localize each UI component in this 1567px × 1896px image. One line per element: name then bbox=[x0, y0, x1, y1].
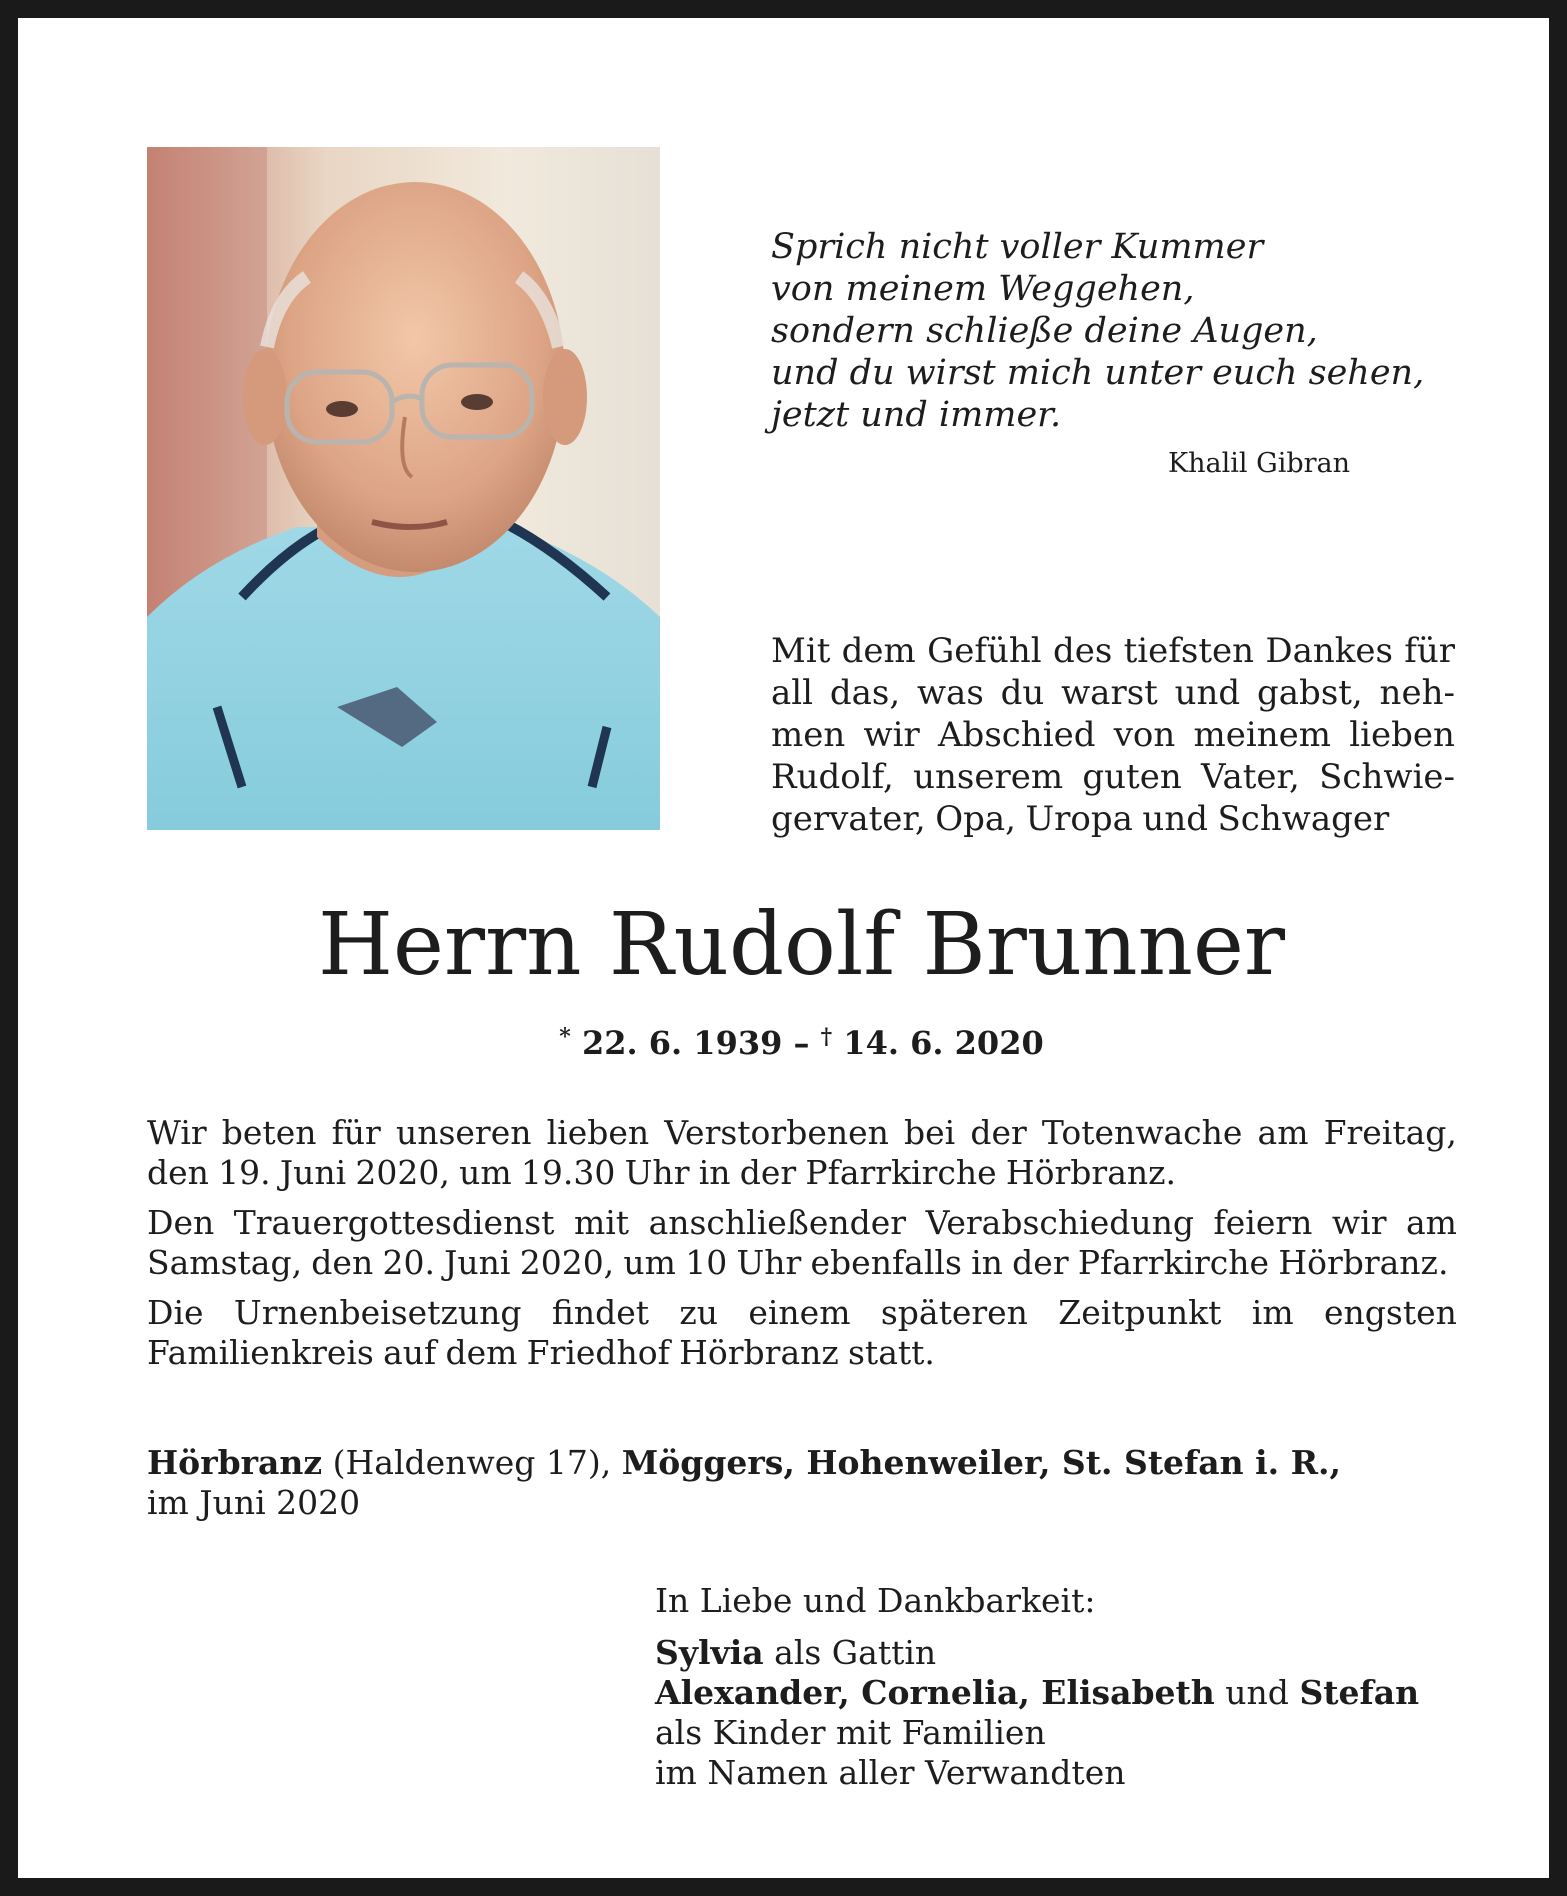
word: Juni bbox=[444, 1243, 511, 1282]
children-names: Alexander, Cornelia, Elisabeth bbox=[655, 1673, 1215, 1712]
word: zu bbox=[679, 1293, 718, 1332]
word: gervater, bbox=[771, 799, 926, 839]
text-line bbox=[147, 1153, 1457, 1193]
word: in bbox=[698, 1153, 731, 1192]
children-line bbox=[655, 1673, 1419, 1713]
portrait-image bbox=[147, 147, 660, 830]
word: du bbox=[1000, 673, 1045, 713]
word: Trauergottesdienst bbox=[233, 1203, 555, 1242]
word: den bbox=[311, 1243, 374, 1282]
word: wir bbox=[1331, 1203, 1387, 1242]
word: Samstag, bbox=[147, 1243, 303, 1282]
word: den bbox=[147, 1153, 209, 1192]
word: in bbox=[971, 1243, 1003, 1282]
text-line bbox=[147, 1333, 1457, 1373]
poem-line: von meinem Weggehen, bbox=[771, 269, 1195, 309]
date-dash: – bbox=[793, 1024, 810, 1062]
word: der bbox=[1012, 1243, 1069, 1282]
word: bei bbox=[904, 1113, 956, 1152]
spouse-role: als Gattin bbox=[774, 1633, 937, 1672]
word: das, bbox=[829, 673, 901, 713]
other-towns: Möggers, Hohenweiler, St. Stefan i. R., bbox=[621, 1443, 1342, 1482]
poem-author: Khalil Gibran bbox=[1168, 448, 1351, 479]
word: der bbox=[970, 1113, 1027, 1152]
word: Dankes bbox=[1265, 631, 1393, 671]
town: Hörbranz bbox=[147, 1443, 323, 1482]
word: der bbox=[739, 1153, 797, 1192]
death-date: 14. 6. 2020 bbox=[843, 1024, 1044, 1062]
signature-intro: In Liebe und Dankbarkeit: bbox=[655, 1581, 1096, 1620]
word: im bbox=[1251, 1293, 1294, 1332]
paragraph bbox=[147, 1203, 1457, 1283]
deceased-name: Herrn Rudolf Brunner bbox=[318, 895, 1285, 995]
word: späteren bbox=[880, 1293, 1028, 1332]
word: Die bbox=[147, 1293, 204, 1332]
word: 20. bbox=[382, 1243, 435, 1282]
word: 2020, bbox=[519, 1243, 615, 1282]
word: um bbox=[459, 1153, 512, 1192]
word: und bbox=[1142, 799, 1208, 839]
word: einem bbox=[748, 1293, 851, 1332]
word: Abschied bbox=[938, 715, 1096, 755]
thanks-text bbox=[771, 630, 1455, 840]
child-last: Stefan bbox=[1299, 1673, 1420, 1712]
word: Juni bbox=[279, 1153, 347, 1192]
word: Hörbranz bbox=[679, 1333, 839, 1372]
word: Mit bbox=[771, 631, 831, 671]
word: tiefsten bbox=[1123, 631, 1255, 671]
spouse-name: Sylvia bbox=[655, 1633, 764, 1672]
children-and: und bbox=[1225, 1673, 1289, 1712]
text-line bbox=[771, 714, 1455, 756]
word: für bbox=[331, 1113, 381, 1152]
word: was bbox=[916, 673, 984, 713]
word: Hörbranz. bbox=[1005, 1153, 1177, 1192]
word: Pfarrkirche bbox=[805, 1153, 997, 1192]
word: Opa, bbox=[935, 799, 1016, 839]
word: 19.30 bbox=[520, 1153, 616, 1192]
poem-line: und du wirst mich unter euch sehen, bbox=[771, 353, 1425, 393]
place-line bbox=[147, 1443, 1341, 1483]
word: 2020, bbox=[355, 1153, 450, 1192]
word: Schwager bbox=[1217, 799, 1390, 839]
word: lieben bbox=[1349, 715, 1455, 755]
word: Urnenbeisetzung bbox=[233, 1293, 522, 1332]
word: Familienkreis bbox=[147, 1333, 374, 1372]
word: lieben bbox=[546, 1113, 650, 1152]
children-role: als Kinder mit Familien bbox=[655, 1713, 1046, 1752]
word: Uhr bbox=[736, 1243, 802, 1282]
word: meinem bbox=[1193, 715, 1332, 755]
death-symbol: † bbox=[820, 1024, 833, 1050]
closing-line: im Namen aller Verwandten bbox=[655, 1753, 1126, 1792]
text-line bbox=[771, 630, 1455, 672]
service-details bbox=[147, 1113, 1457, 1383]
word: von bbox=[1113, 715, 1176, 755]
word: Friedhof bbox=[526, 1333, 670, 1372]
text-line bbox=[771, 672, 1455, 714]
address: (Haldenweg 17), bbox=[332, 1443, 612, 1482]
word: Wir bbox=[147, 1113, 207, 1152]
place-and-date bbox=[147, 1443, 1341, 1523]
word: Gefühl bbox=[927, 631, 1042, 671]
word: und bbox=[1174, 673, 1241, 713]
birth-date: 22. 6. 1939 bbox=[581, 1024, 783, 1062]
word: Totenwache bbox=[1041, 1113, 1243, 1152]
poem-line: Sprich nicht voller Kummer bbox=[771, 227, 1264, 267]
word: Freitag, bbox=[1323, 1113, 1457, 1152]
month-year: im Juni 2020 bbox=[147, 1483, 361, 1522]
word: am bbox=[1257, 1113, 1309, 1152]
word: unseren bbox=[395, 1113, 532, 1152]
word: dem bbox=[841, 631, 916, 671]
poem bbox=[771, 226, 1425, 436]
word: 10 bbox=[685, 1243, 728, 1282]
life-dates bbox=[18, 1024, 1567, 1062]
word: am bbox=[1405, 1203, 1457, 1242]
word: engsten bbox=[1324, 1293, 1457, 1332]
word: Hörbranz. bbox=[1278, 1243, 1449, 1282]
word: Vater, bbox=[1201, 757, 1300, 797]
word: Uhr bbox=[624, 1153, 690, 1192]
word: unserem bbox=[913, 757, 1064, 797]
paragraph bbox=[147, 1293, 1457, 1373]
word: Den bbox=[147, 1203, 215, 1242]
poem-line: sondern schließe deine Augen, bbox=[771, 311, 1318, 351]
word: auf bbox=[383, 1333, 437, 1372]
word: beten bbox=[221, 1113, 317, 1152]
text-line bbox=[147, 1243, 1457, 1283]
text-line bbox=[771, 756, 1455, 798]
word: all bbox=[771, 673, 814, 713]
portrait-photo bbox=[147, 147, 660, 830]
word: Pfarrkirche bbox=[1077, 1243, 1270, 1282]
word: Verabschiedung bbox=[925, 1203, 1194, 1242]
word: Schwie- bbox=[1319, 757, 1455, 797]
word: Zeitpunkt bbox=[1058, 1293, 1222, 1332]
word: ebenfalls bbox=[810, 1243, 962, 1282]
text-line bbox=[147, 1113, 1457, 1153]
word: statt. bbox=[848, 1333, 935, 1372]
spouse-line bbox=[655, 1633, 1419, 1673]
word: des bbox=[1052, 631, 1113, 671]
text-line bbox=[147, 1293, 1457, 1333]
word: mit bbox=[573, 1203, 630, 1242]
word: wir bbox=[863, 715, 920, 755]
word: guten bbox=[1082, 757, 1182, 797]
word: um bbox=[623, 1243, 676, 1282]
poem-line: jetzt und immer. bbox=[771, 395, 1062, 435]
signature-block bbox=[655, 1581, 1419, 1793]
word: anschließender bbox=[648, 1203, 907, 1242]
word: warst bbox=[1061, 673, 1158, 713]
birth-symbol: * bbox=[559, 1024, 571, 1050]
word: 19. bbox=[218, 1153, 271, 1192]
word: feiern bbox=[1213, 1203, 1313, 1242]
text-line bbox=[147, 1203, 1457, 1243]
word: men bbox=[771, 715, 846, 755]
word: Verstorbenen bbox=[664, 1113, 889, 1152]
text-line bbox=[771, 798, 1455, 840]
word: gabst, bbox=[1257, 673, 1363, 713]
word: Uropa bbox=[1025, 799, 1133, 839]
word: dem bbox=[445, 1333, 518, 1372]
word: neh- bbox=[1379, 673, 1455, 713]
word: findet bbox=[551, 1293, 649, 1332]
word: Rudolf, bbox=[771, 757, 894, 797]
word: für bbox=[1404, 631, 1455, 671]
paragraph bbox=[147, 1113, 1457, 1193]
